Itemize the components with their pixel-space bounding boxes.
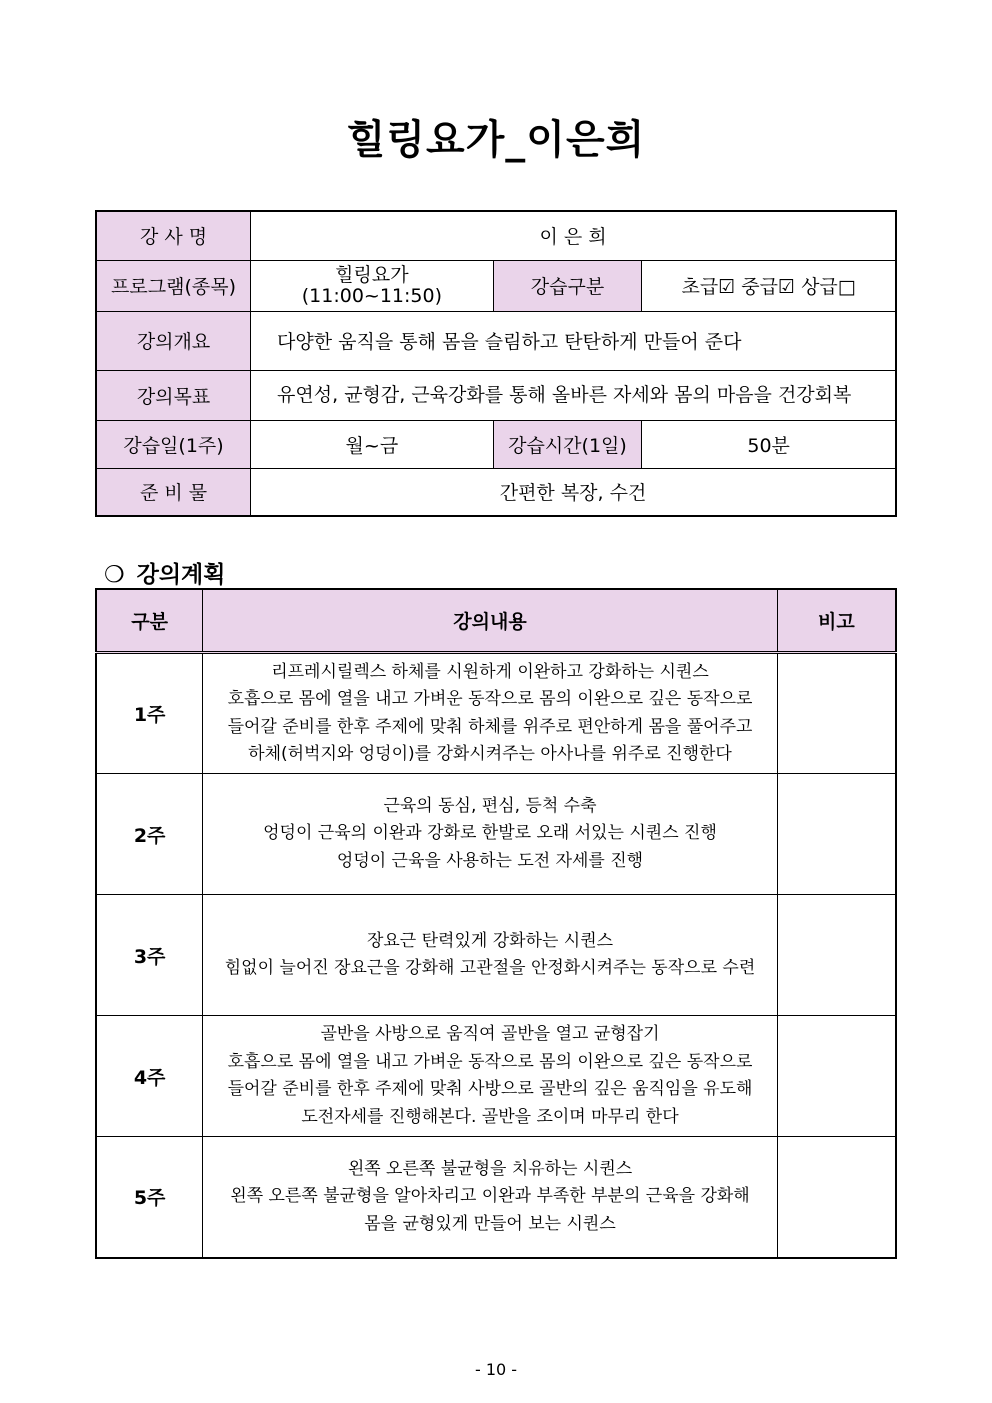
content-cell — [203, 653, 778, 774]
note-cell — [777, 1016, 896, 1137]
instructor-value: 이 은 희 — [251, 211, 896, 260]
table-row — [96, 774, 896, 895]
note-cell — [777, 1137, 896, 1258]
content-line: 호흡으로 몸에 열을 내고 가벼운 동작으로 몸의 이완으로 깊은 동작으로 — [227, 1051, 753, 1072]
header-week: 구분 — [96, 589, 203, 653]
level-label: 강습구분 — [493, 260, 642, 311]
week-cell: 4주 — [96, 1016, 203, 1137]
program-value — [251, 260, 494, 311]
hours-label: 강습시간(1일) — [493, 420, 642, 468]
goal-label: 강의목표 — [96, 370, 251, 420]
days-value: 월~금 — [251, 420, 494, 468]
section-title: 강의계획 — [136, 562, 226, 588]
goal-value: 유연성, 균형감, 근육강화를 통해 올바른 자세와 몸의 마음을 건강회복 — [251, 370, 896, 420]
content-cell — [203, 1137, 778, 1258]
page-number: - 10 - — [474, 1360, 518, 1379]
page-title: 힐링요가_이은희 — [346, 117, 646, 163]
days-label: 강습일(1주) — [96, 420, 251, 468]
week-cell: 1주 — [96, 653, 203, 774]
program-time: (11:00~11:50) — [301, 284, 442, 307]
content-line: 왼쪽 오른쪽 불균형을 알아차리고 이완과 부족한 부분의 근육을 강화해 — [230, 1186, 750, 1206]
info-table — [95, 210, 897, 517]
note-cell — [777, 653, 896, 774]
header-note: 비고 — [777, 589, 896, 653]
hours-value: 50분 — [642, 420, 896, 468]
table-row — [96, 653, 896, 774]
overview-value: 다양한 움직을 통해 몸을 슬림하고 탄탄하게 만들어 준다 — [251, 311, 896, 370]
table-row — [96, 895, 896, 1016]
lecture-plan-table — [95, 588, 897, 1259]
week-cell: 2주 — [96, 774, 203, 895]
program-name: 힐링요가 — [335, 263, 409, 286]
circle-bullet-icon: ❍ — [104, 562, 125, 588]
content-line: 장요근 탄력있게 강화하는 시퀀스 — [366, 930, 614, 951]
content-line: 힘없이 늘어진 장요근을 강화해 고관절을 안정화시켜주는 동작으로 수련 — [224, 958, 756, 978]
overview-label: 강의개요 — [96, 311, 251, 370]
level-value: 초급☑ 중급☑ 상급□ — [642, 260, 896, 311]
instructor-label: 강 사 명 — [96, 211, 251, 260]
content-line: 근육의 동심, 편심, 등척 수축 — [383, 795, 597, 816]
content-line: 몸을 균형있게 만들어 보는 시퀀스 — [364, 1213, 616, 1234]
note-cell — [777, 774, 896, 895]
section-heading — [104, 556, 226, 589]
content-line: 들어갈 준비를 한후 주제에 맞춰 하체를 위주로 편안하게 몸을 풀어주고 — [227, 716, 753, 737]
content-line: 엉덩이 근육의 이완과 강화로 한발로 오래 서있는 시퀀스 진행 — [263, 823, 717, 844]
content-line: 왼쪽 오른쪽 불균형을 치유하는 시퀀스 — [347, 1158, 633, 1179]
supplies-value: 간편한 복장, 수건 — [251, 468, 896, 516]
week-cell: 5주 — [96, 1137, 203, 1258]
content-line: 호흡으로 몸에 열을 내고 가벼운 동작으로 몸의 이완으로 깊은 동작으로 — [227, 689, 753, 709]
table-row — [96, 1016, 896, 1137]
table-row — [96, 1137, 896, 1258]
content-line: 들어갈 준비를 한후 주제에 맞춰 사방으로 골반의 깊은 움직임을 유도해 — [227, 1079, 753, 1099]
week-cell: 3주 — [96, 895, 203, 1016]
content-cell — [203, 1016, 778, 1137]
content-line: 도전자세를 진행해본다. 골반을 조이며 마무리 한다 — [301, 1106, 679, 1127]
content-cell — [203, 895, 778, 1016]
header-content: 강의내용 — [203, 589, 778, 653]
note-cell — [777, 895, 896, 1016]
content-cell — [203, 774, 778, 895]
content-line: 골반을 사방으로 움직여 골반을 열고 균형잡기 — [320, 1024, 660, 1044]
content-line: 엉덩이 근육을 사용하는 도전 자세를 진행 — [336, 850, 644, 871]
content-line: 리프레시릴렉스 하체를 시원하게 이완하고 강화하는 시퀀스 — [271, 661, 709, 682]
program-label: 프로그램(종목) — [96, 260, 251, 311]
supplies-label: 준 비 물 — [96, 468, 251, 516]
content-line: 하체(허벅지와 엉덩이)를 강화시켜주는 아사나를 위주로 진행한다 — [248, 744, 732, 764]
